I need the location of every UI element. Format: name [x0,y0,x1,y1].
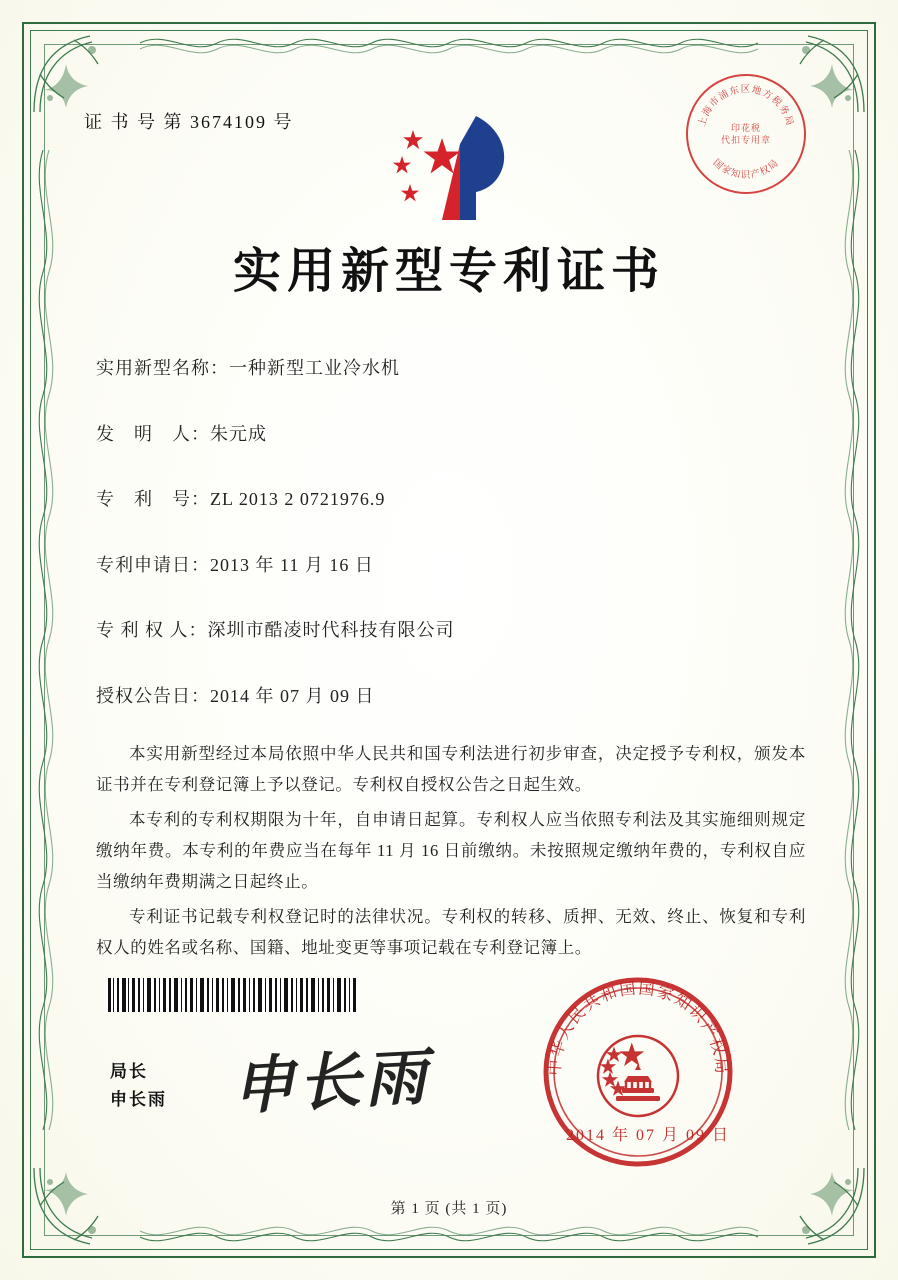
field-list [96,358,802,752]
tax-stamp [686,74,806,194]
tax-stamp-line2: 代扣专用章 [720,135,772,145]
svg-text:国家知识产权局 [711,157,782,181]
field-value: ZL 2013 2 0721976.9 [210,489,386,510]
field-label: 专 利 号： [96,489,210,510]
handwritten-signature: 申长雨 [230,1043,432,1123]
barcode [106,978,358,1012]
tax-stamp-arc-bottom: 国家知识产权局 [710,157,782,181]
seal-date: 2014 年 07 月 09 日 [566,1127,731,1144]
signature-name: 申长雨 [110,1090,167,1109]
signature-title: 局长 [110,1062,148,1081]
paragraph-1: 本实用新型经过本局依照中华人民共和国专利法进行初步审查，决定授予专利权，颁发本证书并在专利登记簿上予以登记。专利权自授权公告之日起生效。 [96,744,806,794]
field-value: 一种新型工业冷水机 [229,358,400,378]
field-value: 朱元成 [210,423,267,444]
cnipa-logo-icon [380,108,530,228]
signature-block [110,1058,167,1114]
field-value: 2013 年 11 月 16 日 [210,554,374,575]
tax-stamp-arc-top: 上海市浦东区地方税务局 [697,85,795,128]
field-label: 发 明 人： [96,423,210,444]
seal-arc-text: 中华人民共和国国家知识产权局 [546,980,730,1077]
page-title: 实用新型专利证书 [232,245,665,298]
paragraph-3: 专利证书记载专利权登记时的法律状况。专利权的转移、质押、无效、终止、恢复和专利权人的姓名或名称、国籍、地址变更等事项记载在专利登记簿上。 [96,907,806,957]
field-label: 授权公告日： [96,685,210,706]
field-utility-model-name [96,358,802,380]
field-value: 深圳市酷凌时代科技有限公司 [207,620,455,641]
field-application-date [96,555,802,577]
border-vine-bottom [140,1222,758,1252]
field-label: 专利申请日： [96,554,210,575]
border-vine-top [140,28,758,58]
field-patentee [96,620,802,642]
field-inventor [96,424,802,446]
page-footer: 第 1 页 (共 1 页) [390,1201,508,1217]
body-text [96,738,806,967]
tax-stamp-line1: 印花税 [730,123,762,133]
field-label: 专 利 权 人： [96,620,208,641]
corner-ornament-icon [30,30,116,116]
paragraph-2: 本专利的专利权期限为十年，自申请日起算。专利权人应当依照专利法及其实施细则规定缴纳年费。本专利的年费应当在每年 11 月 16 日前缴纳。未按照规定缴纳年费的，专利权自应当缴纳年费期满之日起终止。 [96,810,806,891]
field-patent-number [96,489,802,511]
field-value: 2014 年 07 月 09 日 [210,685,375,706]
field-label: 实用新型名称： [96,358,229,378]
certificate-number: 证 书 号 第 3674109 号 [84,112,294,132]
field-grant-date [96,686,802,708]
